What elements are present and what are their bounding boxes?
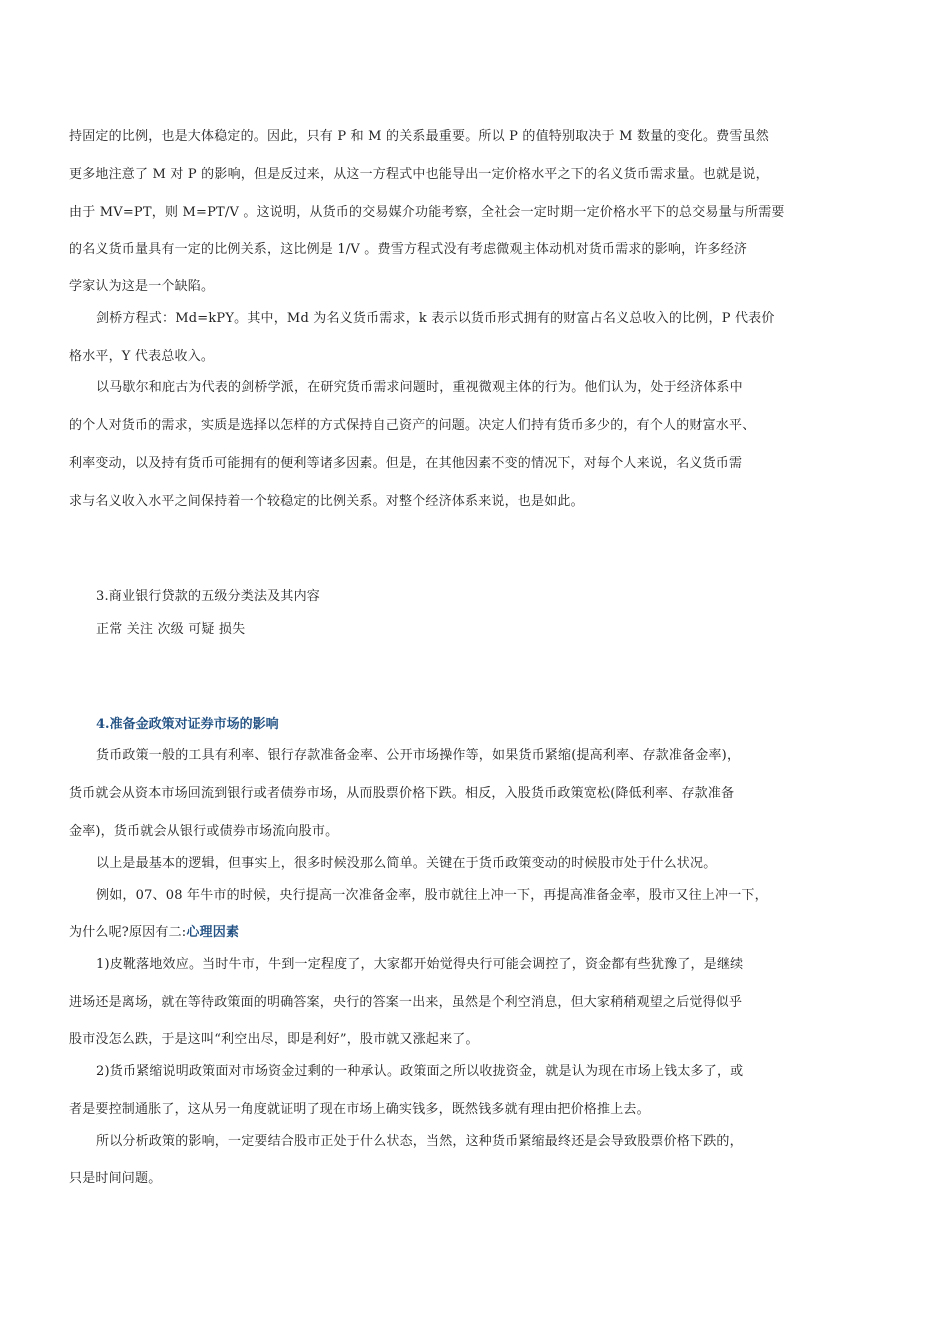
paragraph-line: 2)货币紧缩说明政策面对市场资金过剩的一种承认。政策面之所以收拢资金，就是认为现在市场上钱太多了，或 [96,1064,744,1079]
paragraph-line: 所以分析政策的影响，一定要结合股市正处于什么状态，当然，这种货币紧缩最终还是会导致股票价格下跌的， [96,1134,743,1149]
paragraph-line: 求与名义收入水平之间保持着一个较稳定的比例关系。对整个经济体系来说，也是如此。 [69,494,584,509]
paragraph-line: 持固定的比例，也是大体稳定的。因此，只有 P 和 M 的关系最重要。所以 P 的值特别取决于 M 数量的变化。费雪虽然 [69,129,769,144]
paragraph-line: 的个人对货币的需求，实质是选择以怎样的方式保持自己资产的问题。决定人们持有货币多少的，有个人的财富水平、 [69,418,756,433]
paragraph-text: 为什么呢?原因有二: [69,925,187,940]
paragraph-line: 1)皮靴落地效应。当时牛市，牛到一定程度了，大家都开始觉得央行可能会调控了，资金都有些犹豫了，是继续 [96,957,744,972]
paragraph-line: 者是要控制通胀了，这从另一角度就证明了现在市场上确实钱多，既然钱多就有理由把价格推上去。 [69,1102,650,1117]
paragraph-line: 进场还是离场，就在等待政策面的明确答案，央行的答案一出来，虽然是个利空消息，但大家稍稍观望之后觉得似乎 [69,995,743,1010]
paragraph-line: 以上是最基本的逻辑，但事实上，很多时候没那么简单。关键在于货币政策变动的时候股市处于什么状况。 [96,856,717,871]
emphasis-text: 心理因素 [186,925,240,940]
paragraph-line: 的名义货币量具有一定的比例关系，这比例是 1/V 。费雪方程式没有考虑微观主体动机对货币需求的影响，许多经济 [69,242,748,257]
paragraph-line: 利率变动，以及持有货币可能拥有的便利等诸多因素。但是，在其他因素不变的情况下，对每个人来说，名义货币需 [69,456,743,471]
paragraph-line: 只是时间问题。 [69,1171,162,1186]
paragraph-line: 货币政策一般的工具有利率、银行存款准备金率、公开市场操作等，如果货币紧缩(提高利率、存款准备金率)， [96,748,741,763]
paragraph-line: 货币就会从资本市场回流到银行或者债券市场，从而股票价格下跌。相反，入股货币政策宽松(降低利率、存款准备 [69,786,735,801]
paragraph-line [69,923,814,943]
section-3-title: 3.商业银行贷款的五级分类法及其内容 [96,589,321,604]
paragraph-line: 以马歇尔和庇古为代表的剑桥学派，在研究货币需求问题时，重视微观主体的行为。他们认为，处于经济体系中 [96,380,743,395]
paragraph-line: 股市没怎么跌，于是这叫“利空出尽，即是利好”，股市就又涨起来了。 [69,1032,479,1047]
paragraph-line: 由于 MV=PT，则 M=PT/V 。这说明，从货币的交易媒介功能考察，全社会一定时期一定价格水平下的总交易量与所需要 [69,205,785,220]
paragraph-line: 剑桥方程式：Md=kPY。其中，Md 为名义货币需求，k 表示以货币形式拥有的财富占名义总收入的比例，P 代表价 [96,311,775,326]
section-4-title: 4.准备金政策对证券市场的影响 [96,717,279,732]
paragraph-line: 更多地注意了 M 对 P 的影响，但是反过来，从这一方程式中也能导出一定价格水平之下的名义货币需求量。也就是说， [69,167,769,182]
paragraph-line: 学家认为这是一个缺陷。 [69,279,215,294]
section-3-content: 正常 关注 次级 可疑 损失 [96,622,246,637]
paragraph-line: 金率)，货币就会从银行或债券市场流向股市。 [69,824,339,839]
paragraph-line: 例如，07、08 年牛市的时候，央行提高一次准备金率，股市就往上冲一下，再提高准备金率，股市又往上冲一下， [96,888,768,903]
paragraph-line: 格水平，Y 代表总收入。 [69,349,215,364]
